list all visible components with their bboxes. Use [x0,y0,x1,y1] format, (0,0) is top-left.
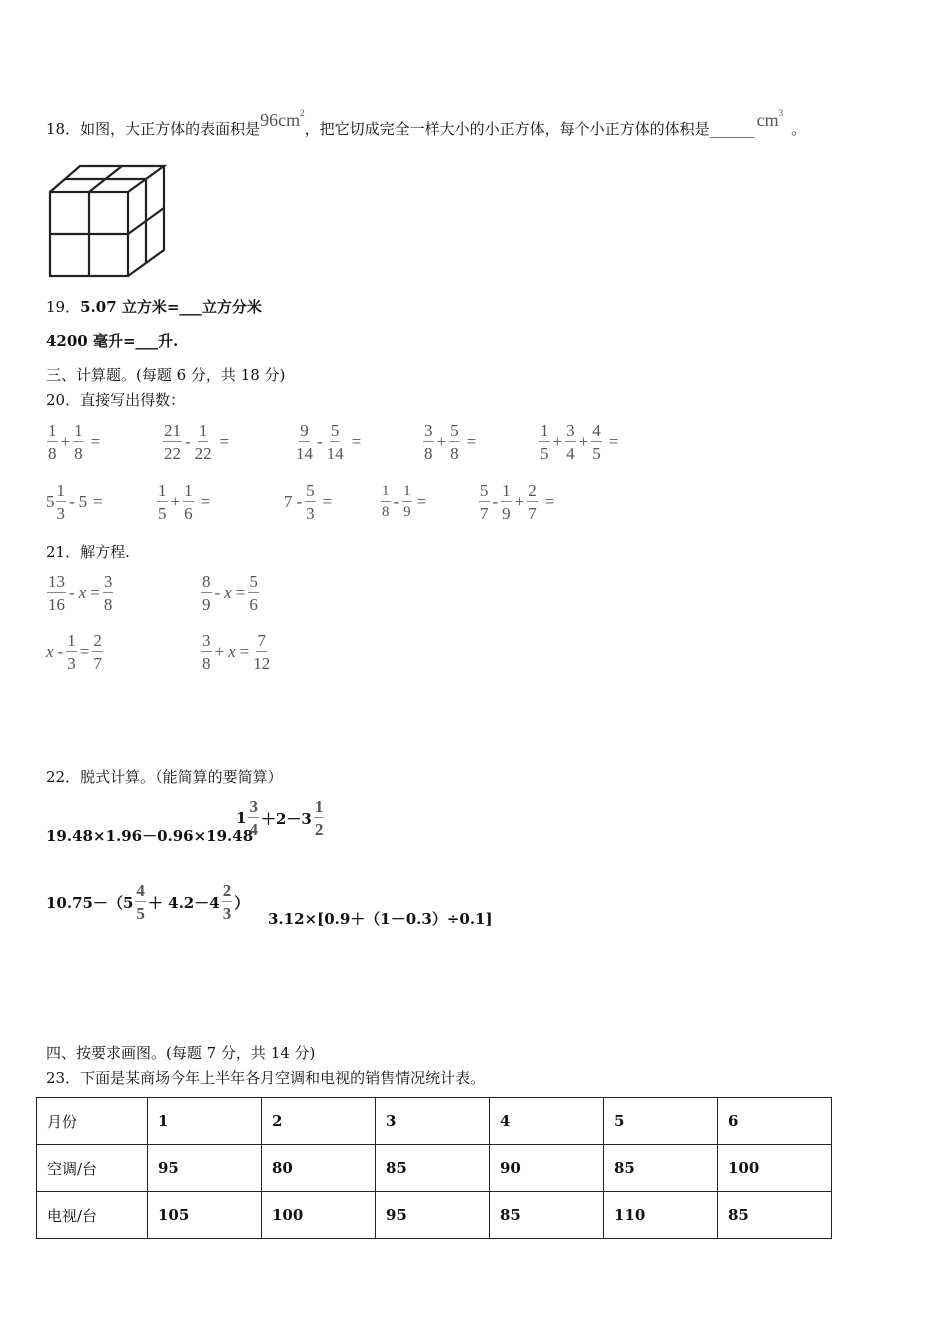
q18-line [46,108,807,139]
q20-item-1: $\frac{1}{8}$ + $\frac{1}{8}$ = [48,421,101,463]
table-cell: 3 [376,1098,490,1145]
table-cell: 100 [718,1145,832,1192]
q23-title: 下面是某商场今年上半年各月空调和电视的销售情况统计表。 [80,1069,486,1087]
q19-line2: 4200 毫升=___升. [46,332,179,350]
table-cell: 电视/台 [37,1192,148,1239]
q18-end: 。 [791,120,807,138]
q20-item-4: $\frac{3}{8}$ + $\frac{5}{8}$ = [424,421,477,463]
q22-heading [46,766,283,787]
q18-text-before: 如图，大正方体的表面积是 [80,120,261,138]
q18-area-exp: 2 [300,108,305,118]
sales-table [36,1097,832,1239]
table-cell: 1 [148,1098,262,1145]
q20-number: 20． [46,391,81,409]
table-cell: 105 [148,1192,262,1239]
table-row [37,1192,832,1239]
cube-figure [46,158,172,282]
q18-answer-blank[interactable]: ______ [709,120,755,138]
table-cell: 空调/台 [37,1145,148,1192]
table-cell: 85 [604,1145,718,1192]
q22-number: 22． [46,768,81,786]
q18-area-value: 96cm [260,110,301,130]
q22-expr-4: 3.12×[0.9＋（1－0.3）÷0.1] [268,910,493,928]
table-cell: 95 [376,1192,490,1239]
q20-item-5: $\frac{1}{5}$ + $\frac{3}{4}$ + $\frac{4}{5}$ = [540,421,619,463]
q20-item-9: $\frac{1}{8}$ - $\frac{1}{9}$ = [382,483,427,520]
q21-equation-2: $\frac{8}{9}$ - x = $\frac{5}{6}$ [202,572,258,614]
q20-item-10: $\frac{5}{7}$ - $\frac{1}{9}$ + $\frac{2}{7}$ = [480,481,555,523]
table-cell: 4 [490,1098,604,1145]
q22-expr-3: 10.75－（5 $\frac{4}{5}$ ＋ 4.2－4 $\frac{2}{3}$ ） [46,881,250,923]
q22-expr-2: 1 $\frac{3}{4}$ ＋2－3 $\frac{1}{2}$ [236,797,324,839]
q18-volume-unit: cm [756,110,779,130]
q18-volume-exp: 3 [778,108,784,118]
table-cell: 85 [376,1145,490,1192]
table-header-row [37,1098,832,1145]
q21-heading [46,541,130,562]
section4-title: 四、按要求画图。(每题 7 分，共 14 分) [46,1044,316,1062]
q20-title: 直接写出得数： [80,391,186,409]
q18-number: 18． [46,120,81,138]
q21-equation-1: $\frac{13}{16}$ - x = $\frac{3}{8}$ [48,572,113,614]
table-cell: 110 [604,1192,718,1239]
table-cell: 85 [718,1192,832,1239]
q19-line1-text: 5.07 立方米=___立方分米 [80,298,262,316]
table-cell: 80 [262,1145,376,1192]
table-row [37,1145,832,1192]
table-cell: 90 [490,1145,604,1192]
table-cell: 85 [490,1192,604,1239]
q21-number: 21． [46,543,81,561]
q20-item-7: $\frac{1}{5}$ + $\frac{1}{6}$ = [158,481,211,523]
q20-item-2: $\frac{21}{22}$ - $\frac{1}{22}$ = [164,421,230,463]
table-cell: 95 [148,1145,262,1192]
q20-item-6: 5 $\frac{1}{3}$ - 5 = [46,481,103,523]
q22-expr-1: 19.48×1.96－0.96×19.48 [46,827,254,845]
table-cell: 月份 [37,1098,148,1145]
q20-item-3: $\frac{9}{14}$ - $\frac{5}{14}$ = [296,421,362,463]
q21-equation-3: x - $\frac{1}{3}$ = $\frac{2}{7}$ [46,631,102,673]
table-cell: 2 [262,1098,376,1145]
q19-line1 [46,296,262,317]
q20-heading [46,389,185,410]
q21-equation-4: $\frac{3}{8}$ + x = $\frac{7}{12}$ [202,631,271,673]
q21-title: 解方程. [80,543,130,561]
table-cell: 100 [262,1192,376,1239]
q23-number: 23． [46,1069,81,1087]
table-cell: 6 [718,1098,832,1145]
q19-number: 19． [46,298,81,316]
q23-heading [46,1067,485,1088]
q22-title: 脱式计算。（能简算的要简算） [80,768,283,786]
section3-title: 三、计算题。(每题 6 分，共 18 分) [46,366,286,384]
q18-text-middle: ，把它切成完全一样大小的小正方体，每个小正方体的体积是 [304,120,710,138]
q20-item-8: 7 - $\frac{5}{3}$ = [284,481,333,523]
table-cell: 5 [604,1098,718,1145]
